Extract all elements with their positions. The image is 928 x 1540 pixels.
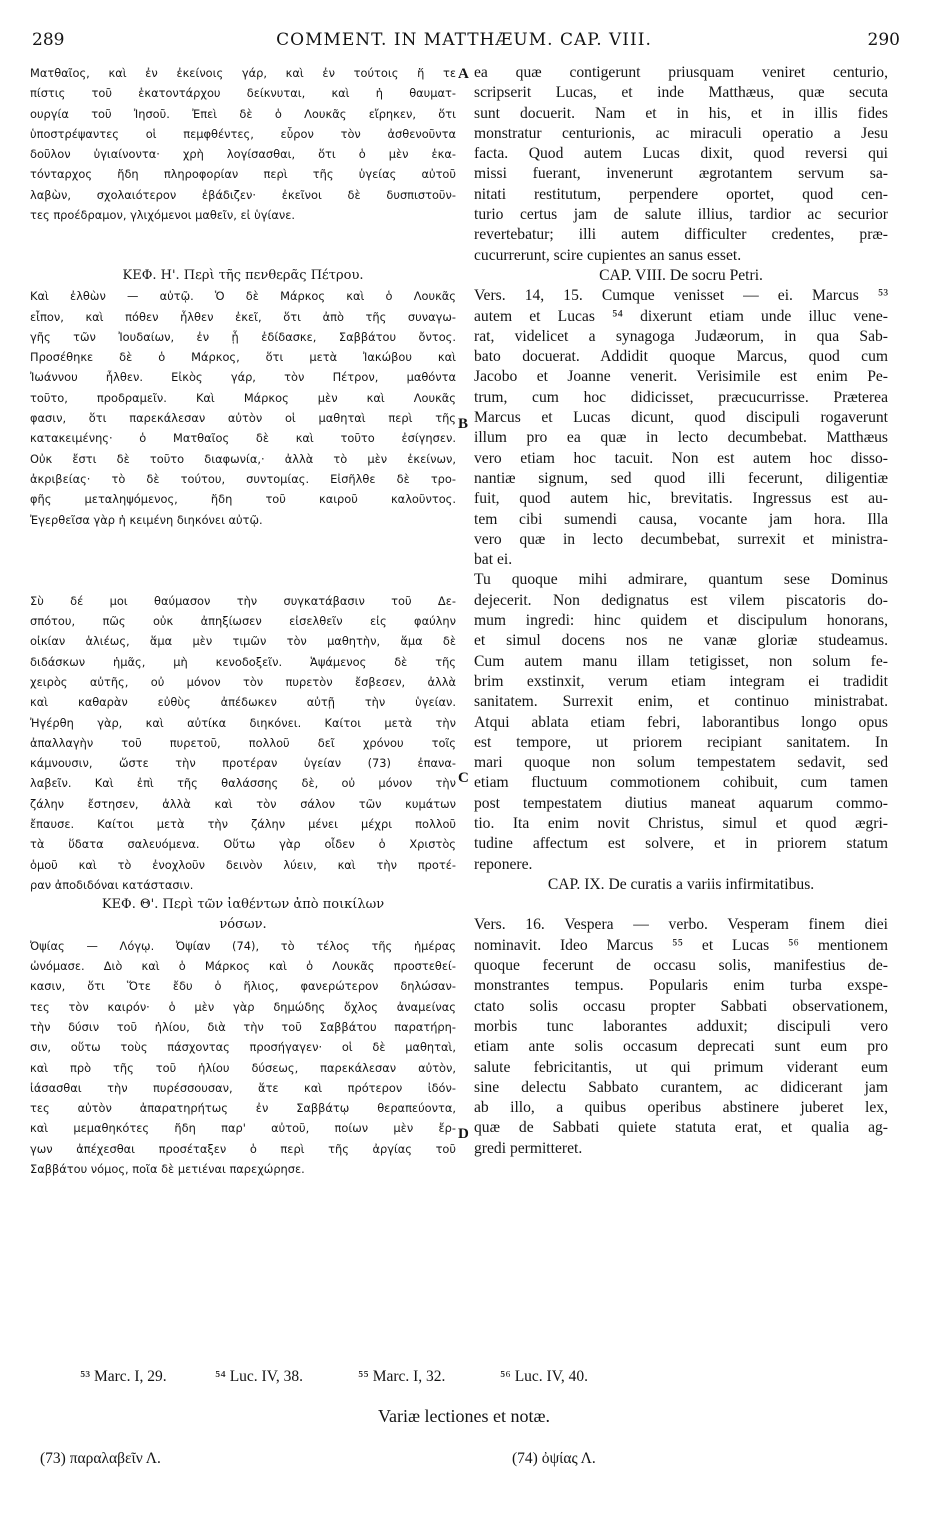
latin-text-line: etiam fluctuum commotionem cohibuit, cum tamen	[474, 774, 888, 792]
latin-text-line: nominavit. Ideo Marcus ⁵⁵ et Lucas ⁵⁶ mentionem	[474, 936, 888, 954]
greek-column	[30, 63, 456, 1179]
greek-text-line: τες προέδραμον, γλιχόμενοι μαθεῖν, εἰ ὑγίανε.	[30, 208, 295, 223]
variant-note-74: (74) ὀψίας Λ.	[512, 1450, 596, 1467]
latin-text-line: ctato solis occasu propter Sabbati observationem,	[474, 997, 888, 1015]
margin-letter-a: A	[458, 66, 469, 82]
greek-text-line: χειρὸς αὐτῆς, οὐ μόνον τὸν πυρετὸν ἔσβεσεν, ἀλλὰ	[30, 674, 456, 689]
greek-text-line: κασιν, ὅτι Ὅτε ἔδυ ὁ ἥλιος, φανερώτερον δηλώσαν-	[30, 979, 456, 994]
greek-text-line: Ὀψίας — Λόγῳ. Ὀψίαν (74), τὸ τέλος τῆς ἡμέρας	[30, 938, 456, 953]
latin-text-line: Tu quoque mihi admirare, quantum sese Dominus	[474, 571, 888, 589]
latin-text-line: vero quæ in lecto decumbebat, surrexit et ministra-	[474, 530, 888, 548]
greek-text-line: οἰκίαν ἁλιέως, ἅμα μὲν τιμῶν τὸν μαθητὴν, ἅμα δὲ	[30, 634, 456, 649]
greek-text-line: τοῦτο, προδραμεῖν. Καὶ Μάρκος μὲν καὶ Λουκᾶς	[30, 390, 456, 405]
greek-text-line	[30, 225, 456, 245]
latin-text-line: cucurrerunt, scire cupientes an sanus esset.	[474, 246, 742, 264]
latin-text-line: reponere.	[474, 855, 533, 873]
latin-text-line: gredi permitteret.	[474, 1139, 583, 1157]
greek-text-line: Σαββάτου νόμος, ποῖα δὲ μετιέναι παρεχώρησε.	[30, 1162, 305, 1177]
greek-text-line: λαβὼν, σχολαιότερον ἐβάδιζεν· ἐκεῖνοι δὲ δυσπιστοῦν-	[30, 187, 456, 202]
latin-text-line: monstrantes tempus. Popularis enim turba exspe-	[474, 977, 888, 995]
greek-text-line: Προσέθηκε δὲ ὁ Μάρκος, ὅτι μετὰ Ἰακώβου καὶ	[30, 350, 456, 365]
latin-text-line: ab illo, a quibus operibus abstinere juberet lex,	[474, 1099, 888, 1117]
greek-text-line: φασιν, ὅτι παρεκάλεσαν αὐτὸν οἱ μαθηταὶ περὶ τῆς	[30, 411, 456, 426]
greek-text-line: τὰ ὕδατα σαλευόμενα. Οὕτω γὰρ οἶδεν ὁ Χριστὸς	[30, 837, 456, 852]
greek-text-line: Καὶ ἐλθὼν — αὐτῷ. Ὁ δὲ Μάρκος καὶ ὁ Λουκᾶς	[30, 289, 456, 304]
greek-text-line: Ἐγερθεῖσα γὰρ ἡ κειμένη διηκόνει αὐτῷ.	[30, 512, 263, 527]
greek-text-line: γῆς τῶν Ἰουδαίων, ἐν ᾗ ἐδίδασκε, Σαββάτου ὄντος.	[30, 329, 456, 344]
latin-text-line: Jacobo et Joanne venerit. Verisimile est enim Pe-	[474, 368, 888, 386]
latin-text-line: mum ingredi: hinc quidem et discipulum honorans,	[474, 612, 888, 630]
greek-text-line: Σὺ δέ μοι θαύμασον τὴν συγκατάβασιν τοῦ Δε-	[30, 593, 456, 608]
latin-text-line: post tempestatem diutius maneat aquarum commo-	[474, 794, 888, 812]
latin-text-line: mari quoque non solum tempestatem sedavit, sed	[474, 754, 888, 772]
latin-text-line: trum, cum hoc didicisset, præcucurrisse. Præterea	[474, 388, 888, 406]
greek-text-line: ραν ἀποδιδόναι κατάστασιν.	[30, 877, 194, 892]
greek-text-line: Ματθαῖος, καὶ ἐν ἐκείνοις γάρ, καὶ ἐν τούτοις ἥ τε	[30, 66, 456, 80]
latin-text-line: vero etiam hoc tacuit. Non est autem hoc disso-	[474, 449, 888, 467]
greek-text-line: διδάσκων ἡμᾶς, μὴ κενοδοξεῖν. Ἁψάμενος δὲ τῆς	[30, 654, 456, 669]
greek-text-line: λαβεῖν. Καὶ ἐπὶ τῆς θαλάσσης δὲ, οὐ μόνον τὴν	[30, 776, 456, 791]
greek-text-line: ζάλην ἔστησεν, ἀλλὰ καὶ τὸν σάλον τῶν κυμάτων	[30, 796, 456, 811]
latin-text-line: sunt docuerit. Nam et in his, et in illis fides	[474, 104, 888, 122]
greek-text-line: Ἠγέρθη γὰρ, καὶ αὐτίκα διηκόνει. Καίτοι μετὰ τὴν	[30, 715, 456, 730]
latin-text-line: revertebatur; illi autem difficulter credentes, præ-	[474, 226, 888, 244]
greek-text-heading: ΚΕΦ. Η'. Περὶ τῆς πενθερᾶς Πέτρου.	[122, 267, 364, 283]
greek-text-line: ἀπαλλαγὴν τοῦ πυρετοῦ, πολλοῦ δεῖ χρόνου τοῖς	[30, 735, 456, 750]
latin-text-line: illum pro ea quæ in lecto decumbebat. Matthæus	[474, 429, 888, 447]
latin-text-line: morbis tunc laborantes adduxit; discipuli vero	[474, 1017, 888, 1035]
page-number-right: 290	[867, 30, 900, 50]
greek-text-line: Ἰωάννου ἦλθεν. Εἰκὸς γάρ, τὸν Πέτρον, μαθόντα	[30, 370, 456, 385]
greek-text-line	[30, 570, 456, 590]
latin-text-line	[474, 895, 888, 915]
greek-text-line: Οὐκ ἔστι δὲ τοῦτο διαφωνία,· ἀλλὰ τὸ μὲν ἐκείνων,	[30, 451, 456, 466]
latin-text-heading: CAP. VIII. De socru Petri.	[599, 266, 763, 284]
latin-text-line: scripserit Lucas, et inde Matthæus, quæ secuta	[474, 84, 888, 102]
footnote-56: ⁵⁶ Luc. IV, 40.	[500, 1368, 589, 1385]
latin-text-line: fuit, quod autem hic, brevitatis. Ingressus est au-	[474, 490, 888, 508]
greek-text-line: ὁμοῦ καὶ τὸ ἐνοχλοῦν δεινὸν λύειν, καὶ τὴν προτέ-	[30, 857, 456, 872]
greek-text-line: τες τὸν καιρόν· ὁ μὲν γὰρ δημώδης ὄχλος ἀναμείνας	[30, 999, 456, 1014]
greek-text-line: ἰάσασθαι τὴν πυρέσσουσαν, ἅτε καὶ πρότερον ἰδόν-	[30, 1080, 456, 1095]
latin-text-line: turio certus jam de salute illius, tardior ac securior	[474, 206, 888, 224]
latin-text-line: tio. Ita enim novit Christus, simul et quod ægri-	[474, 814, 888, 832]
greek-text-line: σπότου, πῶς οὐκ ἀπηξίωσεν εἰσελθεῖν εἰς φαύλην	[30, 614, 456, 629]
greek-text-line: ὠνόμασε. Διὸ καὶ ὁ Μάρκος καὶ ὁ Λουκᾶς προστεθεί-	[30, 959, 456, 974]
running-title: COMMENT. IN MATTHÆUM. CAP. VIII.	[276, 30, 652, 50]
latin-text-line: brim exstinxit, verum etiam integram ei tradidit	[474, 672, 888, 690]
variant-readings-title: Variæ lectiones et notæ.	[378, 1406, 550, 1426]
latin-text-line: tudine affectum est solvere, et in priorem statum	[474, 835, 888, 853]
greek-text-line: ὑποστρέψαντες οἱ πεμφθέντες, εὗρον τὸν ἀσθενοῦντα	[30, 126, 456, 141]
variant-note-73: (73) παραλαβεῖν Λ.	[40, 1450, 161, 1467]
page-header	[0, 30, 928, 58]
greek-text-line: φῆς μεταληψόμενος, ἤδη τοῦ καιροῦ καλοῦντος.	[30, 492, 456, 507]
latin-text-line: sine delectu Sabbato curantem, ac didicerant jam	[474, 1078, 888, 1096]
latin-text-line: etiam ante solis occasum deprecati sunt eum pro	[474, 1038, 888, 1056]
latin-text-line: sanitatem. Surrexit enim, et continuo ministrabat.	[474, 693, 888, 711]
latin-text-line: bato docuerat. Addidit quoque Marcus, quod cum	[474, 348, 888, 366]
greek-text-line: καὶ μεμαθηκότες ἤδη παρ' αὐτοῦ, ποίων μὲν ἔρ-	[30, 1121, 456, 1136]
latin-text-line: missi fuerant, invenerunt ægrotantem servum sa-	[474, 165, 888, 183]
margin-letter-d: D	[458, 1126, 469, 1142]
latin-text-line: est tempore, ut priorem recipiant sanitatem. In	[474, 733, 888, 751]
latin-text-line: et simul docens nos ne vanæ gloriæ studeamus.	[474, 632, 888, 650]
greek-text-heading: νόσων.	[219, 917, 267, 933]
latin-text-line: salute febricitantis, ut qui primum viderant eum	[474, 1058, 888, 1076]
margin-letter-b: B	[458, 416, 469, 432]
greek-text-line: ἀκριβείας· τὸ δὲ τούτου, συντομίας. Εἰσῆλθε δὲ τρο-	[30, 471, 456, 486]
footnote-54: ⁵⁴ Luc. IV, 38.	[215, 1368, 304, 1385]
greek-text-line: κατακειμένης· ὁ Ματθαῖος δὲ καὶ τοῦτο ἐσίγησεν.	[30, 431, 456, 446]
greek-text-line: τὴν δύσιν τοῦ ἡλίου, διὰ τὴν τοῦ Σαββάτου παρατήρη-	[30, 1019, 456, 1034]
footnote-55: ⁵⁵ Marc. I, 32.	[358, 1368, 446, 1385]
greek-text-line: γων ἀπέχεσθαι προσέταξεν ὁ περὶ τῆς ἀργίας τοῦ	[30, 1141, 456, 1156]
greek-text-line	[30, 530, 456, 550]
greek-text-line: ουργία τοῦ Ἰησοῦ. Ἐπεὶ δὲ ὁ Λουκᾶς εἴρηκεν, ὅτι	[30, 106, 456, 121]
greek-text-line	[30, 550, 456, 570]
latin-text-line: tem cibi sumendi causa, vocante jam hora. Illa	[474, 510, 888, 528]
greek-text-line: πίστις τοῦ ἑκατοντάρχου δείκνυται, καὶ ἡ θαυματ-	[30, 86, 456, 101]
latin-text-line: Cum autem manu illam tetigisset, non solum fe-	[474, 652, 888, 670]
latin-text-line: Vers. 14, 15. Cumque venisset — ei. Marcus ⁵³	[474, 287, 888, 305]
latin-text-line: Atqui ablata etiam febri, laborantibus longo opus	[474, 713, 888, 731]
greek-text-line	[30, 246, 456, 266]
greek-text-line: κάμνουσιν, ὥστε τὴν προτέραν ὑγείαν (73) ἐπανα-	[30, 756, 456, 771]
greek-text-line: εἶπον, καὶ πόθεν ἦλθεν ἐκεῖ, ὅτι ἀπὸ τῆς συναγω-	[30, 309, 456, 324]
greek-text-line: τόνταρχος ἤδη πληροφορίαν περὶ τῆς ὑγείας αὐτοῦ	[30, 167, 456, 182]
latin-text-line: nantiæ signum, sed quod illi fecerunt, diligentiæ	[474, 469, 888, 487]
greek-text-line: τες αὐτὸν ἀπαρατηρήτως ἐν Σαββάτῳ θεραπεύοντα,	[30, 1101, 456, 1116]
latin-text-line: dejecerit. Non dedignatus est vilem piscatoris do-	[474, 591, 888, 609]
latin-text-line: Vers. 16. Vespera — verbo. Vesperam finem diei	[474, 916, 888, 934]
latin-text-line: autem et Lucas ⁵⁴ dixerunt etiam unde illuc vene-	[474, 307, 888, 325]
latin-text-line: Marcus et Lucas dicunt, quod discipuli rogaverunt	[474, 409, 888, 427]
greek-text-line: καὶ πρὸ τῆς τοῦ ἡλίου δύσεως, παρεκάλεσαν αὐτὸν,	[30, 1060, 456, 1075]
greek-text-line: καὶ καθαρὰν εὐθὺς ἀπέδωκεν αὐτῇ τὴν ὑγείαν.	[30, 695, 456, 710]
greek-text-line: δοῦλον ὑγιαίνοντα· χρὴ λογίσασθαι, ὅτι ὁ μὲν ἑκα-	[30, 147, 456, 162]
latin-text-line: monstratur centurionis, ac miraculi operatio a Jesu	[474, 124, 888, 142]
margin-letter-c: C	[458, 770, 469, 786]
latin-text-heading: CAP. IX. De curatis a variis infirmitatibus.	[547, 875, 815, 893]
greek-text-heading: ΚΕΦ. Θ'. Περὶ τῶν ἰαθέντων ἀπὸ ποικίλων	[101, 897, 385, 913]
greek-text-line: ἔπαυσε. Καίτοι μετὰ τὴν ζάλην μένει μέχρι πολλοῦ	[30, 816, 456, 831]
latin-text-line: ea quæ contigerunt priusquam veniret centurio,	[474, 64, 888, 81]
latin-text-line: quæ de Sabbati quiete statuta erat, et qualia ag-	[474, 1119, 888, 1137]
latin-text-line: bat ei.	[474, 551, 513, 569]
latin-column	[474, 63, 888, 1159]
latin-text-line: rat, videlicet a synagoga Judæorum, in qua Sab-	[474, 327, 888, 345]
greek-text-line: σιν, οὕτω τοὺς πάσχοντας προσήγαγεν· οἱ δὲ μαθηταὶ,	[30, 1040, 456, 1055]
footnote-53: ⁵³ Marc. I, 29.	[80, 1368, 167, 1385]
latin-text-line: nitati restitutum, perpendere oportet, quod cen-	[474, 185, 888, 203]
page-number-left: 289	[32, 30, 65, 50]
latin-text-line: quoque fecerunt de occasu solis, manifestius de-	[474, 957, 888, 975]
latin-text-line: facta. Quod autem Lucas dixit, quod reversi qui	[474, 145, 888, 163]
